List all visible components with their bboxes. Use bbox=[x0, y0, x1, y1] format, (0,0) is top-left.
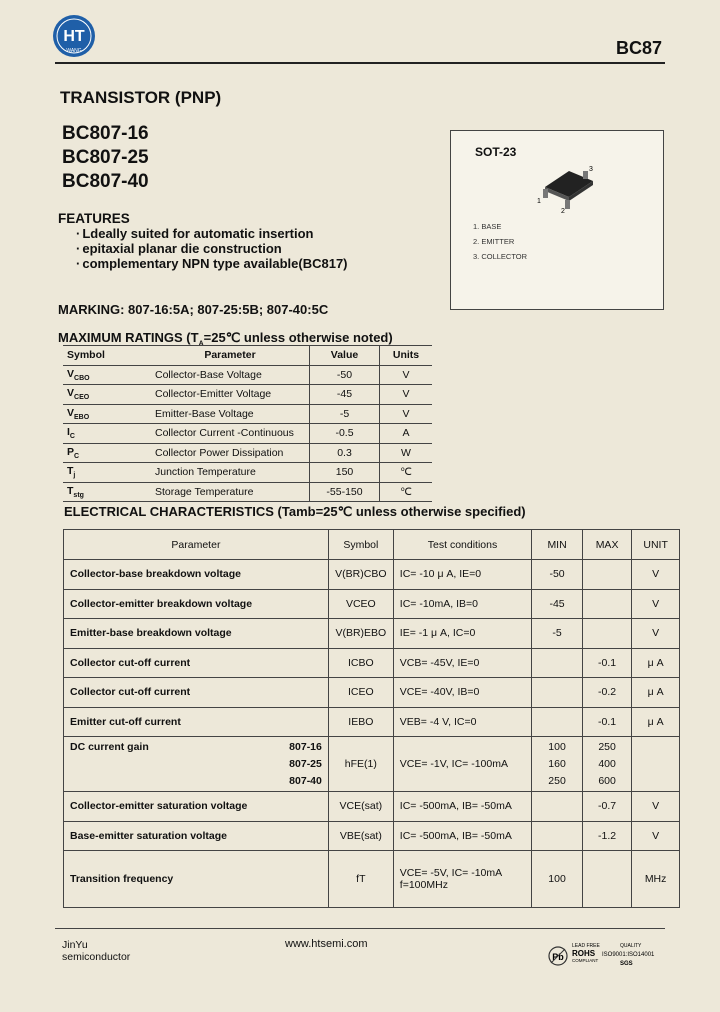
symbol-cell: $V_{CBO}$ bbox=[63, 365, 151, 385]
condition-cell: VCE= -40V, IB=0 bbox=[393, 678, 531, 708]
symbol-cell: hFE(1) bbox=[328, 737, 393, 792]
unit-cell: V bbox=[380, 404, 433, 424]
symbol-cell: ICBO bbox=[328, 648, 393, 678]
unit-cell: V bbox=[632, 560, 680, 590]
unit-cell: MHz bbox=[632, 851, 680, 908]
parameter-cell: Emitter-base breakdown voltage bbox=[64, 619, 329, 649]
feature-list bbox=[76, 226, 348, 271]
column-header: Parameter bbox=[64, 530, 329, 560]
gain-label: DC current gain bbox=[70, 740, 149, 753]
parameter-cell: Emitter cut-off current bbox=[64, 707, 329, 737]
parameter-cell: Base-emitter saturation voltage bbox=[64, 821, 329, 851]
parameter-cell: Collector-base breakdown voltage bbox=[64, 560, 329, 590]
pin-label: 1 bbox=[537, 198, 541, 205]
table-row bbox=[64, 589, 680, 619]
max-cell bbox=[582, 560, 631, 590]
features-heading: FEATURES bbox=[58, 211, 130, 226]
min-cell: -50 bbox=[532, 560, 583, 590]
symbol-cell: $T_{stg}$ bbox=[63, 482, 151, 502]
unit-cell: V bbox=[380, 385, 433, 405]
sot23-package-icon bbox=[535, 163, 605, 213]
electrical-heading: ELECTRICAL CHARACTERISTICS (Tamb=25℃ unless otherwise specified) bbox=[64, 504, 526, 519]
gain-variant: 807-16 bbox=[289, 740, 322, 753]
value-cell: -50 bbox=[310, 365, 380, 385]
svg-text:WANG: WANG bbox=[66, 48, 82, 54]
symbol-cell: $T_j$ bbox=[63, 463, 151, 483]
pin-description: 3. COLLECTOR bbox=[473, 252, 528, 261]
table-row bbox=[63, 463, 432, 483]
svg-text:ROHS: ROHS bbox=[572, 949, 596, 958]
symbol-cell: $V_{EBO}$ bbox=[63, 404, 151, 424]
parameter-cell: Collector-Base Voltage bbox=[151, 365, 310, 385]
max-cell: -0.1 bbox=[582, 707, 631, 737]
package-box bbox=[450, 130, 664, 310]
svg-text:HT: HT bbox=[63, 28, 85, 45]
condition-cell: VCE= -5V, IC= -10mA f=100MHz bbox=[393, 851, 531, 908]
max-ratings-heading: MAXIMUM RATINGS ($T_A=25℃$ unless otherwise noted) bbox=[58, 330, 393, 348]
feature-item: · complementary NPN type available(BC817) bbox=[76, 256, 348, 271]
parameter-cell: Collector cut-off current bbox=[64, 678, 329, 708]
min-cell bbox=[532, 821, 583, 851]
table-row bbox=[64, 707, 680, 737]
parameter-cell: Collector Power Dissipation bbox=[151, 443, 310, 463]
feature-item: · epitaxial planar die construction bbox=[76, 241, 348, 256]
column-header: MAX bbox=[582, 530, 631, 560]
electrical-table bbox=[63, 529, 680, 908]
unit-cell: V bbox=[632, 589, 680, 619]
column-header: Parameter bbox=[151, 346, 310, 366]
column-header: Test conditions bbox=[393, 530, 531, 560]
parameter-cell: Collector-emitter breakdown voltage bbox=[64, 589, 329, 619]
svg-text:QUALITY: QUALITY bbox=[620, 943, 642, 949]
svg-text:ISO9001:ISO14001: ISO9001:ISO14001 bbox=[602, 952, 655, 958]
model-name: BC807-40 bbox=[62, 171, 149, 192]
unit-cell: μ A bbox=[632, 678, 680, 708]
condition-cell: IC= -10 μ A, IE=0 bbox=[393, 560, 531, 590]
unit-cell: V bbox=[632, 821, 680, 851]
svg-text:LEAD FREE: LEAD FREE bbox=[572, 943, 600, 949]
table-row bbox=[64, 821, 680, 851]
column-header: UNIT bbox=[632, 530, 680, 560]
max-cell: -0.1 bbox=[582, 648, 631, 678]
parameter-cell: Storage Temperature bbox=[151, 482, 310, 502]
pin-description: 1. BASE bbox=[473, 222, 502, 231]
unit-cell: ℃ bbox=[380, 463, 433, 483]
column-header: Value bbox=[310, 346, 380, 366]
condition-cell: IE= -1 μ A, IC=0 bbox=[393, 619, 531, 649]
condition-cell: VCE= -1V, IC= -100mA bbox=[393, 737, 531, 792]
unit-cell: μ A bbox=[632, 707, 680, 737]
parameter-cell: Collector cut-off current bbox=[64, 648, 329, 678]
table-row bbox=[63, 404, 432, 424]
pin-list bbox=[473, 219, 527, 264]
unit-cell: A bbox=[380, 424, 433, 444]
symbol-cell: VBE(sat) bbox=[328, 821, 393, 851]
symbol-cell: IEBO bbox=[328, 707, 393, 737]
feature-item: · Ldeally suited for automatic insertion bbox=[76, 226, 348, 241]
page-title: TRANSISTOR (PNP) bbox=[60, 88, 222, 107]
condition-cell: IC= -10mA, IB=0 bbox=[393, 589, 531, 619]
column-header: Symbol bbox=[328, 530, 393, 560]
model-name: BC807-25 bbox=[62, 147, 149, 168]
table-row bbox=[64, 560, 680, 590]
table-row bbox=[64, 619, 680, 649]
max-cell bbox=[582, 619, 631, 649]
max-cell: -1.2 bbox=[582, 821, 631, 851]
table-row bbox=[63, 385, 432, 405]
footer-divider bbox=[55, 928, 665, 929]
table-row bbox=[63, 443, 432, 463]
parameter-cell: Transition frequency bbox=[64, 851, 329, 908]
column-header: Symbol bbox=[63, 346, 151, 366]
pin-description: 2. EMITTER bbox=[473, 237, 515, 246]
parameter-cell: Collector-Emitter Voltage bbox=[151, 385, 310, 405]
svg-text:SGS: SGS bbox=[620, 961, 633, 967]
header-divider bbox=[55, 62, 665, 64]
gain-variant: 807-40 bbox=[289, 774, 322, 787]
min-cell bbox=[532, 648, 583, 678]
max-ratings-table bbox=[63, 345, 432, 502]
parameter-cell: Collector-emitter saturation voltage bbox=[64, 792, 329, 822]
parameter-cell: Collector Current -Continuous bbox=[151, 424, 310, 444]
value-cell: -5 bbox=[310, 404, 380, 424]
pin-label: 3 bbox=[589, 166, 593, 173]
svg-text:Pb: Pb bbox=[552, 952, 564, 962]
symbol-cell: fT bbox=[328, 851, 393, 908]
company-logo bbox=[52, 14, 96, 58]
table-row bbox=[63, 482, 432, 502]
table-header-row bbox=[64, 530, 680, 560]
table-header-row bbox=[63, 346, 432, 366]
value-cell: -55-150 bbox=[310, 482, 380, 502]
max-cell bbox=[582, 589, 631, 619]
company-name: JinYu semiconductor bbox=[62, 939, 131, 963]
min-cell bbox=[532, 792, 583, 822]
unit-cell: ℃ bbox=[380, 482, 433, 502]
column-header: MIN bbox=[532, 530, 583, 560]
max-cell: -0.7 bbox=[582, 792, 631, 822]
symbol-cell: V(BR)EBO bbox=[328, 619, 393, 649]
max-cell: -0.2 bbox=[582, 678, 631, 708]
website-link[interactable]: www.htsemi.com bbox=[285, 938, 368, 950]
package-name: SOT-23 bbox=[475, 145, 517, 159]
symbol-cell: $V_{CEO}$ bbox=[63, 385, 151, 405]
value-cell: -0.5 bbox=[310, 424, 380, 444]
unit-cell: V bbox=[632, 619, 680, 649]
gain-variant: 807-25 bbox=[289, 757, 322, 770]
min-cell: -5 bbox=[532, 619, 583, 649]
min-cell bbox=[532, 678, 583, 708]
table-row bbox=[64, 648, 680, 678]
certification-badge bbox=[548, 940, 668, 974]
parameter-cell: Emitter-Base Voltage bbox=[151, 404, 310, 424]
condition-cell: IC= -500mA, IB= -50mA bbox=[393, 792, 531, 822]
table-row bbox=[64, 792, 680, 822]
symbol-cell: V(BR)CBO bbox=[328, 560, 393, 590]
min-cell: -45 bbox=[532, 589, 583, 619]
condition-cell: IC= -500mA, IB= -50mA bbox=[393, 821, 531, 851]
table-row bbox=[64, 737, 680, 792]
marking-codes: MARKING: 807-16:5A; 807-25:5B; 807-40:5C bbox=[58, 302, 329, 317]
condition-cell: VEB= -4 V, IC=0 bbox=[393, 707, 531, 737]
unit-cell: V bbox=[380, 365, 433, 385]
min-cell bbox=[532, 707, 583, 737]
table-row bbox=[64, 851, 680, 908]
column-header: Units bbox=[380, 346, 433, 366]
value-cell: -45 bbox=[310, 385, 380, 405]
unit-cell bbox=[632, 737, 680, 792]
symbol-cell: VCE(sat) bbox=[328, 792, 393, 822]
unit-cell: W bbox=[380, 443, 433, 463]
table-row bbox=[63, 365, 432, 385]
model-list bbox=[62, 122, 149, 194]
min-cell: 100 160 250 bbox=[532, 737, 583, 792]
parameter-cell: Junction Temperature bbox=[151, 463, 310, 483]
svg-text:COMPLIANT: COMPLIANT bbox=[572, 958, 599, 963]
symbol-cell: ICEO bbox=[328, 678, 393, 708]
unit-cell: μ A bbox=[632, 648, 680, 678]
table-row bbox=[64, 678, 680, 708]
max-cell: 250 400 600 bbox=[582, 737, 631, 792]
condition-cell: VCB= -45V, IE=0 bbox=[393, 648, 531, 678]
symbol-cell: $P_C$ bbox=[63, 443, 151, 463]
max-cell bbox=[582, 851, 631, 908]
pin-label: 2 bbox=[561, 208, 565, 213]
symbol-cell: $I_C$ bbox=[63, 424, 151, 444]
part-family: BC87 bbox=[615, 38, 662, 58]
value-cell: 150 bbox=[310, 463, 380, 483]
unit-cell: V bbox=[632, 792, 680, 822]
symbol-cell: VCEO bbox=[328, 589, 393, 619]
table-row bbox=[63, 424, 432, 444]
value-cell: 0.3 bbox=[310, 443, 380, 463]
min-cell: 100 bbox=[532, 851, 583, 908]
model-name: BC807-16 bbox=[62, 123, 149, 144]
